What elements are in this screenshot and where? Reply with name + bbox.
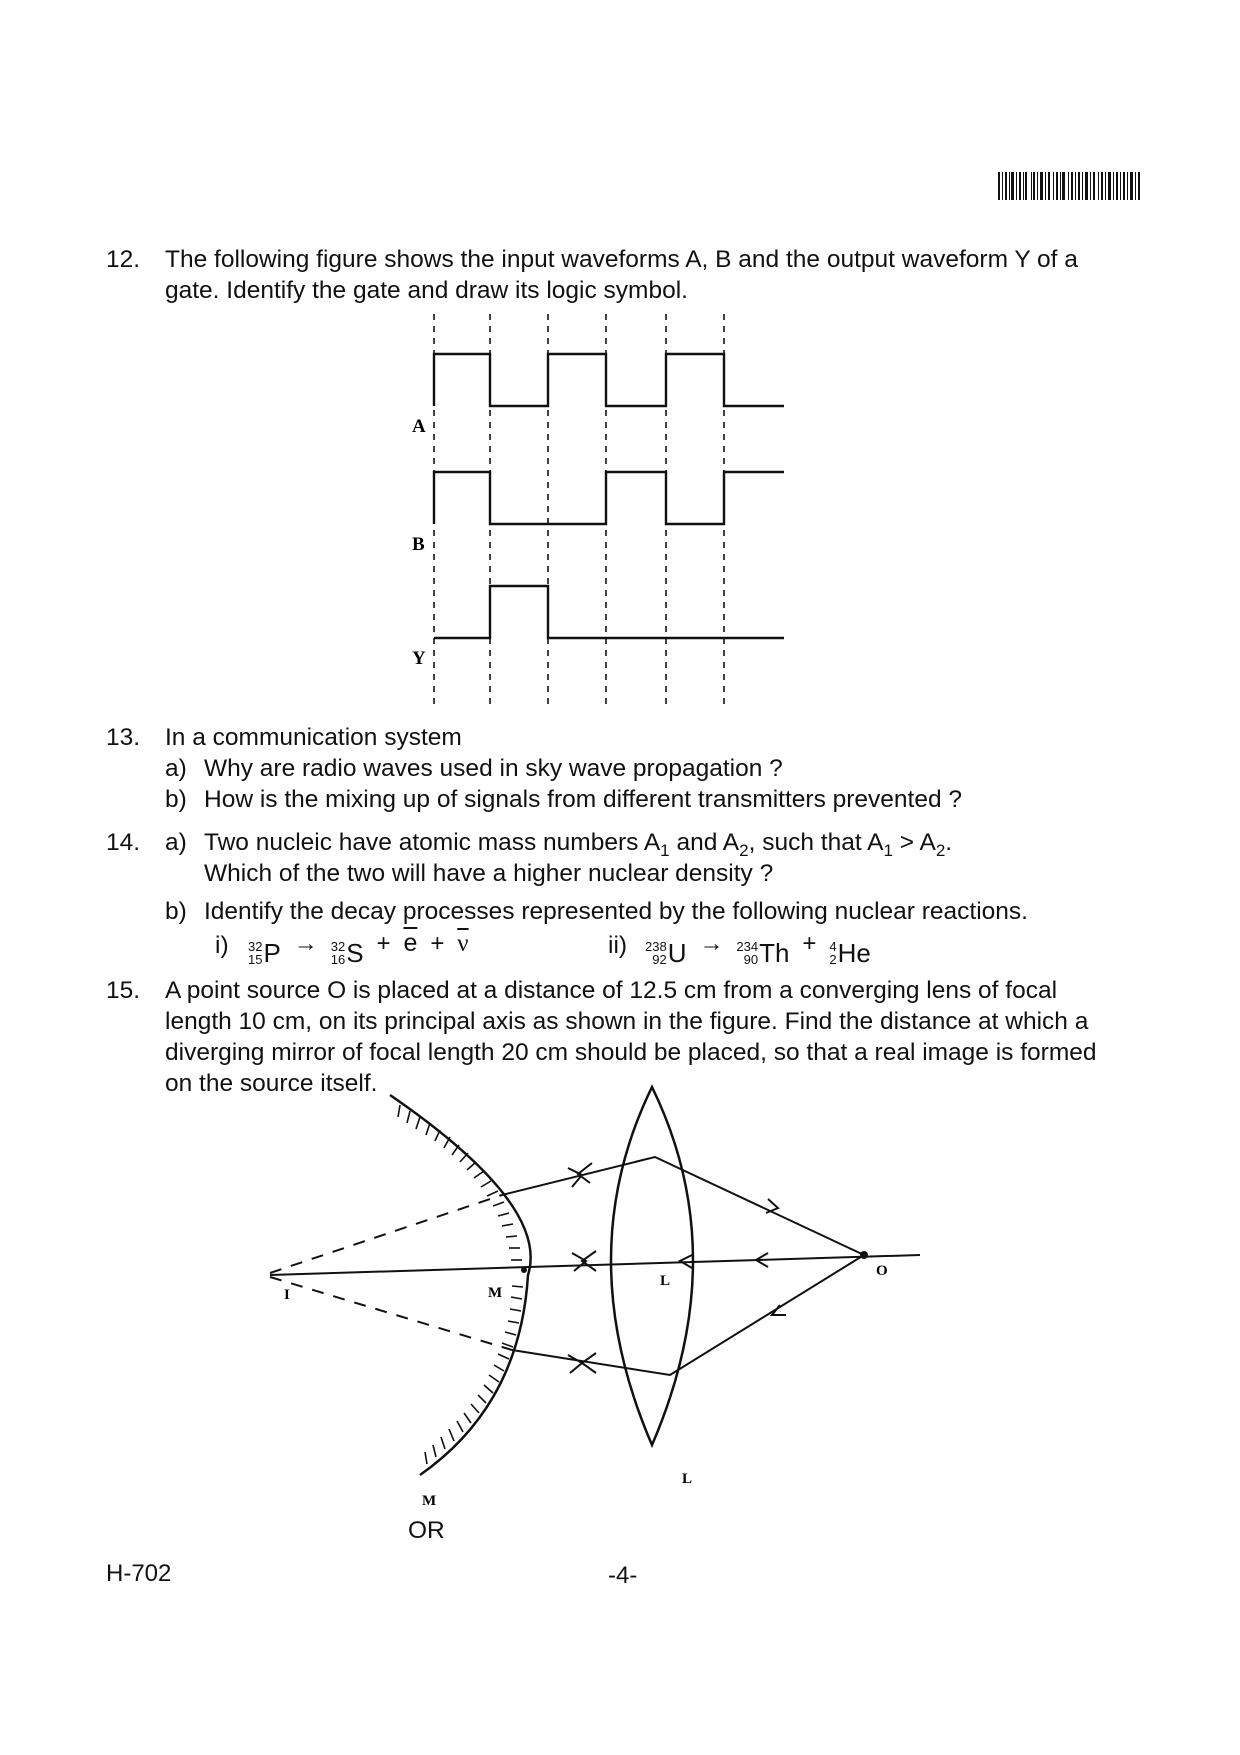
- label-o: O: [876, 1263, 888, 1279]
- or-text: OR: [408, 1517, 445, 1544]
- label-m-top: M: [488, 1285, 503, 1301]
- part-a-line2: Which of the two will have a higher nuclear density ?: [204, 860, 774, 887]
- question-number: 15.: [106, 977, 141, 1004]
- source-point: [860, 1251, 868, 1259]
- question-number: 14.: [106, 829, 141, 856]
- question-text: In a communication system: [165, 724, 462, 751]
- reaction-label: i): [215, 932, 229, 959]
- label-i: I: [284, 1287, 290, 1303]
- arrow-head: [568, 1355, 582, 1373]
- label-m-bottom: M: [422, 1493, 437, 1509]
- convex-lens: [611, 1087, 693, 1445]
- question-number: 12.: [106, 246, 141, 273]
- part-a-line1: Two nucleic have atomic mass numbers $A_1$ and $A_2$, such that $A_1 > A_2$.: [204, 829, 953, 860]
- question-text: A point source O is placed at a distance of 12.5 cm from a converging lens of focal length 10 cm, on its principal axis as shown in the figure. Find the distance at which a diverging mirror of focal length 20 cm should be placed, so that a real image is formed on the source itself.: [165, 977, 1097, 1097]
- virtual-ray-bottom: [270, 1277, 512, 1350]
- virtual-ray-top: [270, 1195, 502, 1273]
- part-label: b): [165, 786, 187, 813]
- part-a-text: Why are radio waves used in sky wave propagation ?: [204, 755, 783, 782]
- optics-figure: [250, 1075, 930, 1515]
- label-l-bottom: L: [682, 1471, 693, 1487]
- part-b-text: Identify the decay processes represented by the following nuclear reactions.: [204, 898, 1028, 925]
- label-y: Y: [412, 648, 426, 669]
- barcode-icon: [998, 172, 1142, 200]
- waveform-a: [434, 354, 784, 406]
- part-label: a): [165, 755, 187, 782]
- label-b: B: [412, 534, 425, 555]
- waveform-b: [434, 472, 784, 524]
- mirror-pole-point: [521, 1267, 527, 1273]
- waveform-figure: [400, 310, 800, 710]
- part-label: b): [165, 898, 187, 925]
- reaction-ii: 238 92 U → 234 90 Th + 4 2 He: [645, 930, 871, 968]
- mirror-hatching: [398, 1105, 523, 1464]
- page-number: -4-: [608, 1562, 638, 1589]
- label-l-top: L: [660, 1273, 671, 1289]
- convex-mirror: [390, 1095, 531, 1475]
- part-label: a): [165, 829, 187, 856]
- reaction-label: ii): [608, 932, 628, 959]
- reaction-i: 32 15 P → 32 16 S + $\overline{e} + \overline{\nu}$: [248, 929, 469, 968]
- question-text: The following figure shows the input waveforms A, B and the output waveform Y of a gate. Identify the gate and draw its logic symbol.: [165, 246, 1078, 304]
- question-number: 13.: [106, 724, 141, 751]
- part-b-text: How is the mixing up of signals from different transmitters prevented ?: [204, 786, 963, 813]
- principal-axis: [270, 1255, 920, 1275]
- paper-code: H-702: [106, 1560, 172, 1587]
- waveform-y: [434, 586, 784, 638]
- label-a: A: [412, 416, 426, 437]
- ray-bottom: [512, 1255, 864, 1375]
